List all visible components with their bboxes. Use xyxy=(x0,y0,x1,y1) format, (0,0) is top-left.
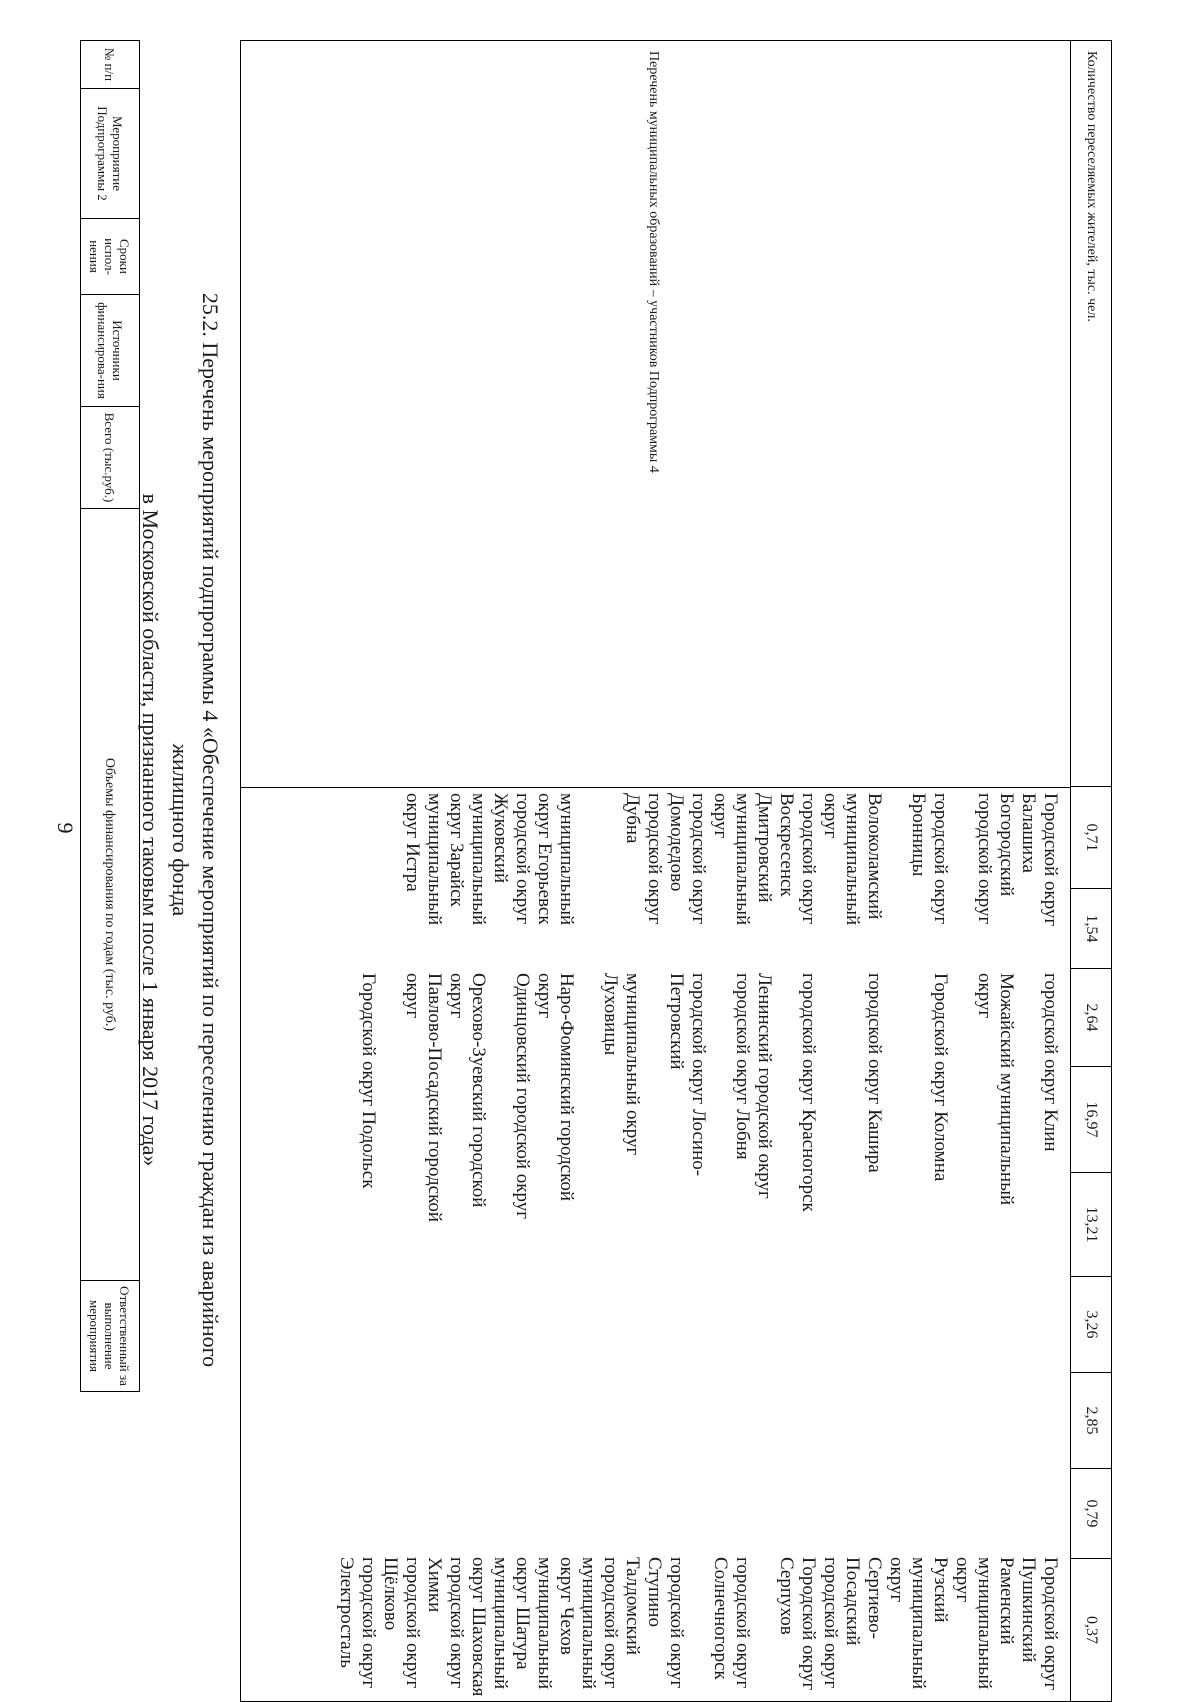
header-cell-sources: Источники финансирова-ния xyxy=(81,295,139,407)
municipalities-column-3: Городской округ Пушкинский Раменский муниципальный округ Рузский муниципальный округ Сергиево- Посадский городской округ Городской округ Серпухов городской округ Солнечногорск городской округ Ступино Талдомский городской округ муниципальный округ Чехов муниципальный округ Шатура муниципальный округ Шаховская городской округ Химки городской округ Щёлково городской округ Электросталь xyxy=(336,1557,1061,1697)
municipalities-label: Перечень муниципальных образований – участников Подпрограммы 4 xyxy=(646,51,661,473)
activities-table-header xyxy=(80,40,140,1392)
residents-row xyxy=(1070,41,1111,1701)
page-number: 9 xyxy=(53,822,78,834)
section-title-line-1: 25.2. Перечень мероприятий подпрограммы 4 «Обеспечение мероприятий по переселению граждан из аварийного жилищного фонда xyxy=(168,292,223,1368)
header-cell-funding: Объемы финансирования по годам (тыс. руб.) xyxy=(81,509,139,1281)
residents-label: Количество переселяемых жителей, тыс. чел. xyxy=(1071,41,1111,787)
residents-value: 0,71 xyxy=(1071,787,1111,889)
header-cell-number: № п/п xyxy=(81,41,139,89)
residents-value: 0,37 xyxy=(1083,1616,1100,1644)
section-title-line-2: в Московской области, признанного таковым после 1 января 2017 года» xyxy=(138,493,163,1167)
header-cell-responsible: Ответственный за выполнение мероприятия xyxy=(87,1286,133,1386)
residents-value: 16,97 xyxy=(1071,1067,1111,1173)
residents-value: 0,79 xyxy=(1071,1469,1111,1559)
residents-value: 1,54 xyxy=(1071,889,1111,969)
section-title xyxy=(135,280,225,1380)
residents-value: 3,26 xyxy=(1071,1277,1111,1373)
municipalities-column-2: городской округ Клин Можайский муниципальный округ Городской округ Коломна городской округ Кашира городской округ Красногорск Ленинский городской округ городской округ Лобня городской округ Лосино- Петровский муниципальный округ Луховицы Наро-Фоминский городской округ Одинцовский городской округ Орехово-Зуевский городской округ Павлово-Посадский городской округ Городской округ Подольск xyxy=(358,973,1061,1223)
residents-value: 2,85 xyxy=(1071,1373,1111,1469)
residents-value: 13,21 xyxy=(1071,1173,1111,1277)
residents-table xyxy=(240,40,1112,1702)
header-cell-deadline: Сроки испол-нения xyxy=(81,219,139,295)
residents-value: 2,64 xyxy=(1071,969,1111,1067)
header-cell-activity: Мероприятие Подпрограммы 2 xyxy=(81,89,139,219)
municipalities-column-1: Городской округ Балашиха Богородский городской округ городской округ Бронницы Волоколамский муниципальный округ городской округ Воскресенск Дмитровский муниципальный округ городской округ Домодедово городской округ Дубна муниципальный округ Егорьевск городской округ Жуковский муниципальный округ Зарайск муниципальный округ Истра xyxy=(402,793,1061,927)
header-cell-total: Всего (тыс.руб.) xyxy=(81,407,139,509)
column-divider xyxy=(241,787,1071,788)
